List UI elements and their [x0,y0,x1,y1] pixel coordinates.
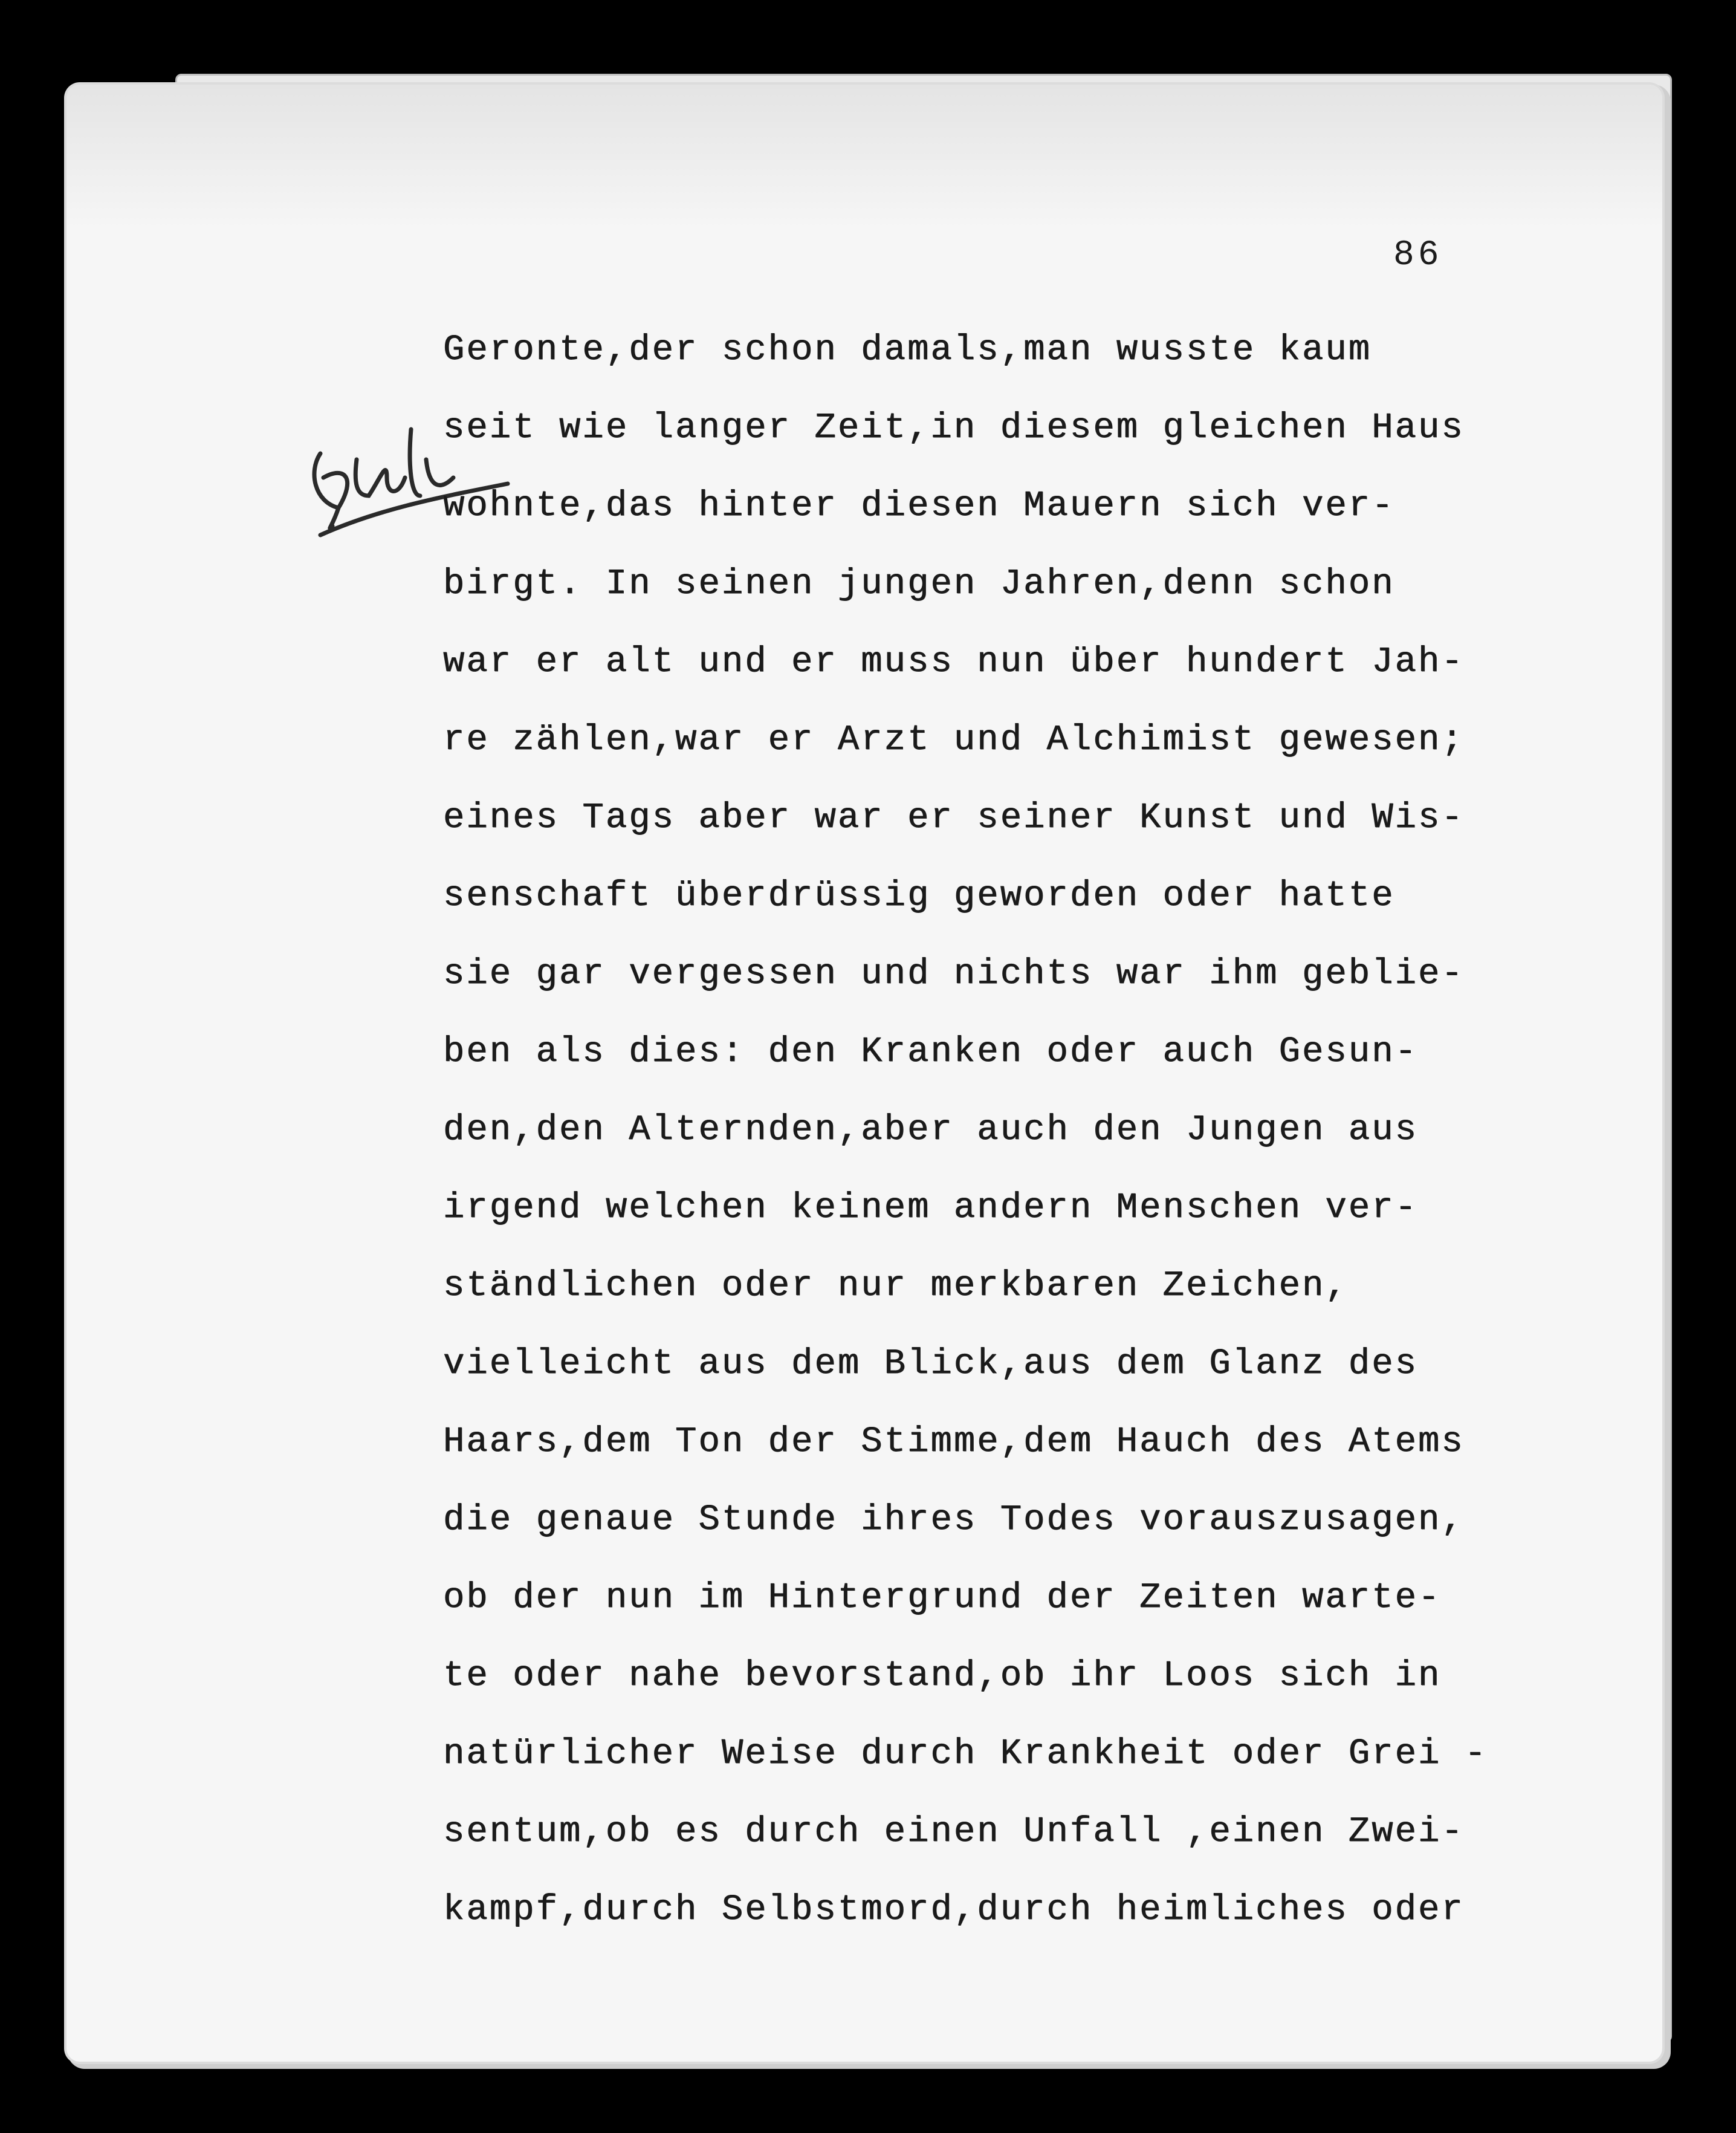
text-line: natürlicher Weise durch Krankheit oder Grei - [443,1733,1488,1774]
text-line: die genaue Stunde ihres Todes vorauszusagen, [443,1499,1465,1540]
text-line: Geronte,der schon damals,man wusste kaum [443,330,1372,370]
text-line: kampf,durch Selbstmord,durch heimliches oder [443,1889,1465,1930]
text-line: re zählen,war er Arzt und Alchimist gewesen; [443,719,1465,760]
typed-text-body [443,311,1662,1949]
text-line: seit wie langer Zeit,in diesem gleichen Haus [443,407,1465,448]
text-line: eines Tags aber war er seiner Kunst und Wis- [443,797,1465,838]
text-line: sie gar vergessen und nichts war ihm geblie- [443,953,1465,994]
text-line: den,den Alternden,aber auch den Jungen aus [443,1109,1419,1150]
text-line: ob der nun im Hintergrund der Zeiten warte- [443,1577,1442,1618]
text-line: war er alt und er muss nun über hundert Jah- [443,641,1465,682]
text-line: vielleicht aus dem Blick,aus dem Glanz des [443,1343,1419,1384]
text-line: ben als dies: den Kranken oder auch Gesun- [443,1031,1419,1072]
document-page [66,85,1662,2062]
page-shadow [66,85,1662,230]
text-line: birgt. In seinen jungen Jahren,denn schon [443,563,1395,604]
text-line: te oder nahe bevorstand,ob ihr Loos sich in [443,1655,1442,1696]
text-line: wohnte,das hinter diesen Mauern sich ver- [443,485,1395,526]
text-line: ständlichen oder nur merkbaren Zeichen, [443,1265,1349,1306]
text-line: irgend welchen keinem andern Menschen ver- [443,1187,1419,1228]
page-number: 86 [1393,236,1443,275]
text-line: sentum,ob es durch einen Unfall ,einen Zwei- [443,1811,1465,1852]
text-line: Haars,dem Ton der Stimme,dem Hauch des Atems [443,1421,1465,1462]
text-line: senschaft überdrüssig geworden oder hatte [443,875,1395,916]
